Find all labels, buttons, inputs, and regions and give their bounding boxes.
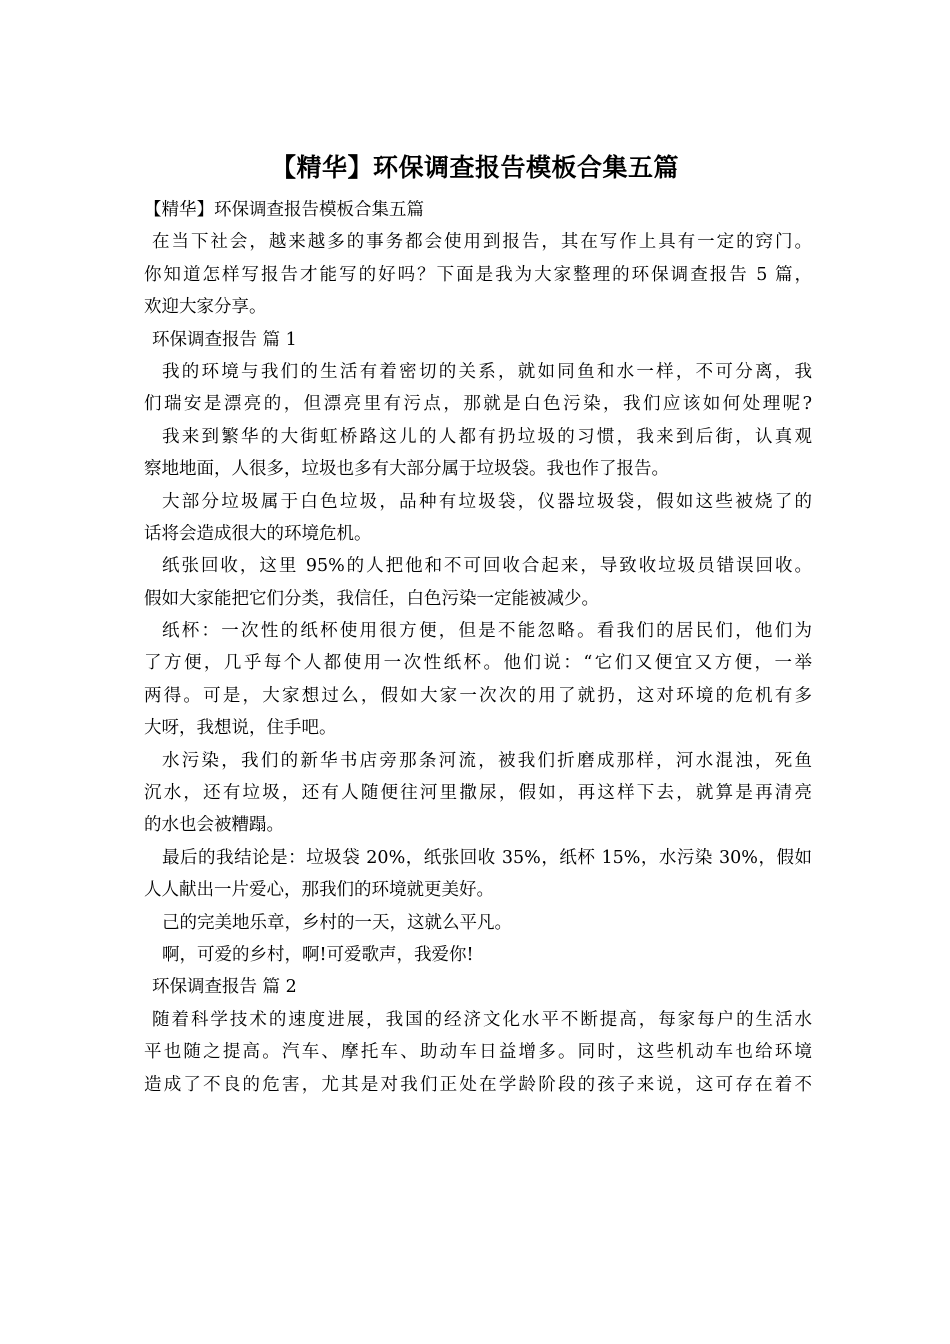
text-line: 们瑞安是漂亮的，但漂亮里有污点，那就是白色污染，我们应该如何处理呢? xyxy=(144,394,812,415)
text-line: 大呀，我想说，住手吧。 xyxy=(144,718,337,739)
text-line: 环保调查报告 篇 1 xyxy=(152,329,297,350)
text-line: 大部分垃圾属于白色垃圾，品种有垃圾袋，仪器垃圾袋，假如这些被烧了的 xyxy=(162,491,812,512)
text-line: 最后的我结论是：垃圾袋 20%，纸张回收 35%，纸杯 15%，水污染 30%，假如 xyxy=(162,847,812,868)
text-line: 话将会造成很大的环境危机。 xyxy=(144,523,372,544)
text-line: 在当下社会，越来越多的事务都会使用到报告，其在写作上具有一定的窍门。 xyxy=(152,232,812,253)
text-line: 我的环境与我们的生活有着密切的关系，就如同鱼和水一样，不可分离，我 xyxy=(162,361,812,382)
text-line: 了方便，几乎每个人都使用一次性纸杯。他们说：“它们又便宜又方便，一举 xyxy=(144,653,812,674)
text-line: 纸杯：一次性的纸杯使用很方便，但是不能忽略。看我们的居民们，他们为 xyxy=(162,621,812,642)
text-line: 随着科学技术的速度进展，我国的经济文化水平不断提高，每家每户的生活水 xyxy=(152,1009,812,1030)
text-line: 平也随之提高。汽车、摩托车、助动车日益增多。同时，这些机动车也给环境 xyxy=(144,1042,812,1063)
text-line: 人人献出一片爱心，那我们的环境就更美好。 xyxy=(144,880,494,901)
text-line: 我来到繁华的大街虹桥路这儿的人都有扔垃圾的习惯，我来到后街，认真观 xyxy=(162,426,812,447)
text-line: 沉水，还有垃圾，还有人随便往河里撒尿，假如，再这样下去，就算是再清亮 xyxy=(144,783,812,804)
text-line: 两得。可是，大家想过么，假如大家一次次的用了就扔，这对环境的危机有多 xyxy=(144,685,812,706)
document-title: 【精华】环保调查报告模板合集五篇 xyxy=(270,153,679,182)
text-line: 啊，可爱的乡村，啊!可爱歌声，我爱你! xyxy=(162,944,474,965)
text-line: 水污染，我们的新华书店旁那条河流，被我们折磨成那样，河水混浊，死鱼 xyxy=(162,750,812,771)
text-line: 欢迎大家分享。 xyxy=(144,297,267,318)
text-line: 的水也会被糟蹋。 xyxy=(144,815,284,836)
text-line: 己的完美地乐章，乡村的一天，这就么平凡。 xyxy=(162,912,512,933)
text-line: 造成了不良的危害，尤其是对我们正处在学龄阶段的孩子来说，这可存在着不 xyxy=(144,1074,812,1095)
text-line: 环保调查报告 篇 2 xyxy=(152,977,297,998)
text-line: 假如大家能把它们分类，我信任，白色污染一定能被减少。 xyxy=(144,588,599,609)
text-line: 察地地面，人很多，垃圾也多有大部分属于垃圾袋。我也作了报告。 xyxy=(144,459,669,480)
text-line: 【精华】环保调查报告模板合集五篇 xyxy=(144,200,424,220)
document-body xyxy=(144,194,812,1101)
text-line: 纸张回收，这里 95%的人把他和不可回收合起来，导致收垃圾员错误回收。 xyxy=(162,556,812,577)
text-line: 你知道怎样写报告才能写的好吗？下面是我为大家整理的环保调查报告 5 篇， xyxy=(144,264,812,285)
